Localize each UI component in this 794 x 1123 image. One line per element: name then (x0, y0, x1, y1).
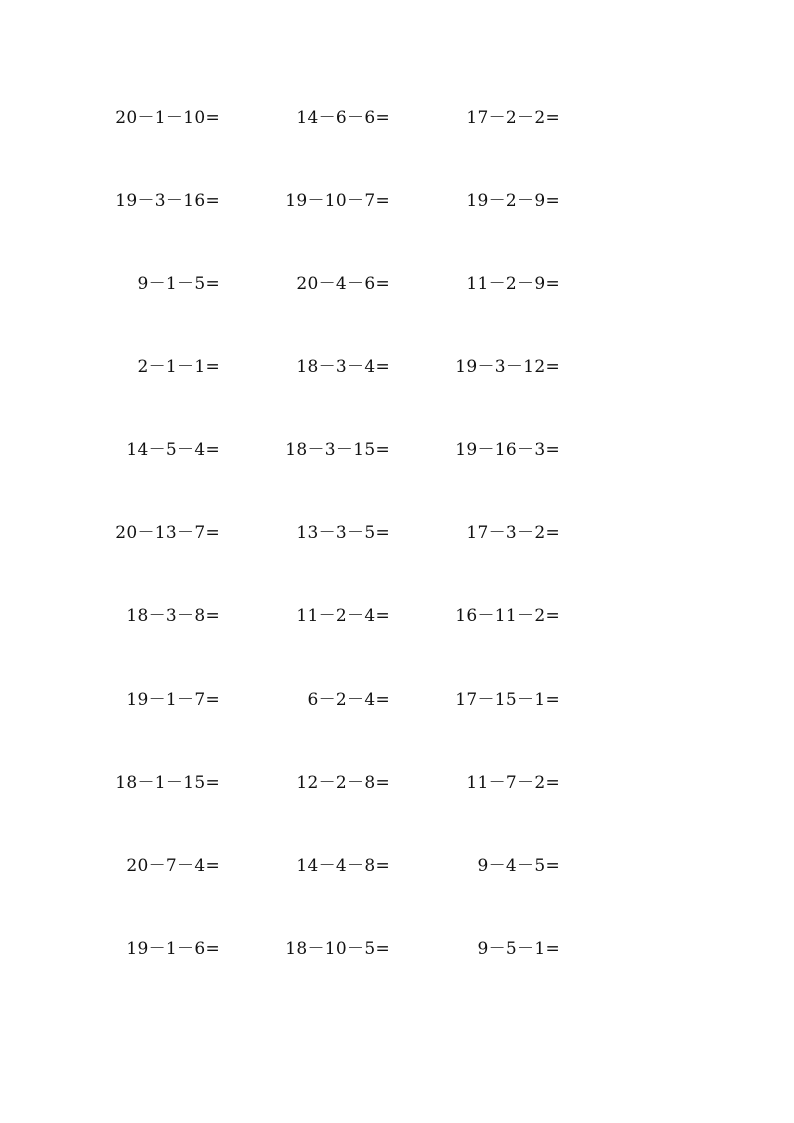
problem: 9－5－1= (477, 939, 560, 959)
problem: 19－1－7= (126, 690, 220, 710)
problem: 9－4－5= (477, 856, 560, 876)
problem: 19－10－7= (285, 191, 390, 211)
problem-row (0, 521, 794, 545)
problem: 19－3－16= (115, 191, 220, 211)
problem: 18－3－8= (126, 606, 220, 626)
problem: 16－11－2= (455, 606, 560, 626)
problem: 11－2－4= (296, 606, 390, 626)
problem: 18－3－15= (285, 440, 390, 460)
problem-row (0, 438, 794, 462)
problem-row (0, 771, 794, 795)
problem: 20－7－4= (126, 856, 220, 876)
problem: 14－4－8= (296, 856, 390, 876)
problem-row (0, 854, 794, 878)
problem: 20－13－7= (115, 523, 220, 543)
problem-row (0, 355, 794, 379)
problem: 17－3－2= (466, 523, 560, 543)
problem: 19－1－6= (126, 939, 220, 959)
problem: 17－2－2= (466, 108, 560, 128)
problem: 18－10－5= (285, 939, 390, 959)
problem: 18－3－4= (296, 357, 390, 377)
problem: 11－2－9= (466, 274, 560, 294)
problem: 18－1－15= (115, 773, 220, 793)
problem: 14－6－6= (296, 108, 390, 128)
problem-row (0, 937, 794, 961)
problem: 20－1－10= (115, 108, 220, 128)
problem: 9－1－5= (137, 274, 220, 294)
problem: 6－2－4= (307, 690, 390, 710)
problem-row (0, 106, 794, 130)
problem: 12－2－8= (296, 773, 390, 793)
problem: 20－4－6= (296, 274, 390, 294)
problem: 17－15－1= (455, 690, 560, 710)
problem: 2－1－1= (137, 357, 220, 377)
problem: 14－5－4= (126, 440, 220, 460)
problem: 19－3－12= (455, 357, 560, 377)
problem: 19－16－3= (455, 440, 560, 460)
problem-row (0, 272, 794, 296)
problem-row (0, 189, 794, 213)
problem-row (0, 604, 794, 628)
problem: 19－2－9= (466, 191, 560, 211)
problem: 11－7－2= (466, 773, 560, 793)
problem: 13－3－5= (296, 523, 390, 543)
problem-row (0, 688, 794, 712)
